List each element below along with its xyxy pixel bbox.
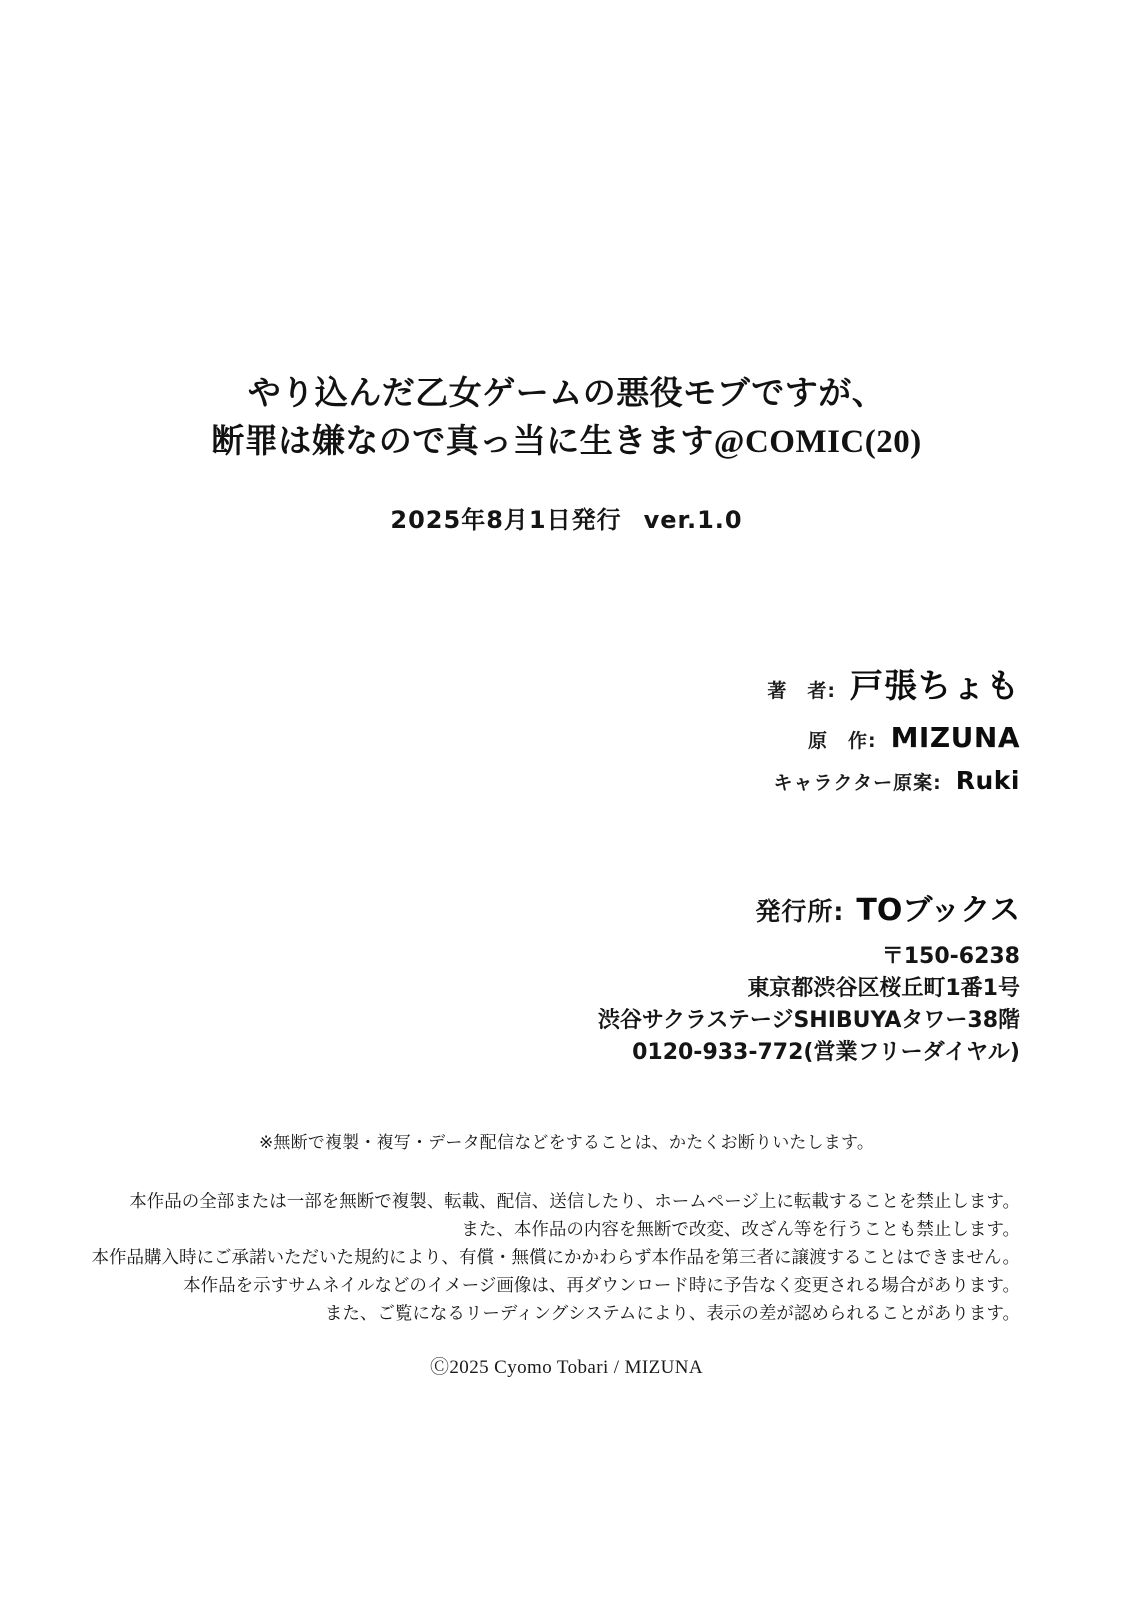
notice-line-1: 本作品の全部または一部を無断で複製、転載、配信、送信したり、ホームページ上に転載することを禁止します。	[129, 1192, 1020, 1212]
publisher-phone: 0120-933-772(営業フリーダイヤル)	[632, 1040, 1020, 1065]
credit-row-author	[0, 660, 1020, 707]
publisher-label: 発行所:	[755, 897, 845, 926]
credit-value-author: 戸張ちょも	[850, 666, 1020, 705]
notice-block	[0, 1188, 1020, 1328]
credit-row-character-design	[0, 766, 1020, 795]
credit-label-author: 著 者:	[767, 680, 836, 702]
publisher-address-line-2: 渋谷サクラステージSHIBUYAタワー38階	[597, 1008, 1020, 1033]
publisher-postal-code: 〒150-6238	[881, 944, 1020, 969]
notice-line-4: 本作品を示すサムネイルなどのイメージ画像は、再ダウンロード時に予告なく変更される場合があります。	[183, 1276, 1020, 1296]
publication-date	[0, 500, 1133, 535]
publication-date-text: 2025年8月1日発行	[390, 506, 622, 534]
version-text: ver.1.0	[643, 506, 743, 534]
credit-value-character-design: Ruki	[955, 766, 1020, 795]
publisher-name: TOブックス	[856, 893, 1020, 928]
title-line-1: やり込んだ乙女ゲームの悪役モブですが、	[247, 376, 886, 412]
credit-label-original: 原 作:	[807, 730, 877, 752]
notice-line-2: また、本作品の内容を無断で改変、改ざん等を行うことも禁止します。	[461, 1220, 1020, 1240]
credit-label-character-design: キャラクター原案:	[773, 772, 942, 794]
credits-block	[0, 660, 1020, 805]
publisher-address-line-1: 東京都渋谷区桜丘町1番1号	[747, 976, 1020, 1001]
publisher-name-row	[0, 885, 1020, 929]
notice-highlight: ※無断で複製・複写・データ配信などをすることは、かたくお断りいたします。	[258, 1133, 875, 1153]
notice-line-3: 本作品購入時にご承諾いただいた規約により、有償・無償にかかわらず本作品を第三者に譲渡することはできません。	[91, 1248, 1020, 1268]
notice-line-5: また、ご覧になるリーディングシステムにより、表示の差が認められることがあります。	[324, 1304, 1020, 1324]
page-title	[0, 372, 1133, 464]
title-line-2: 断罪は嫌なので真っ当に生きます@COMIC(20)	[211, 424, 922, 460]
credit-row-original	[0, 721, 1020, 754]
copyright-notice: Ⓒ2025 Cyomo Tobari / MIZUNA	[430, 1357, 703, 1378]
publisher-block	[0, 885, 1020, 1069]
credit-value-original: MIZUNA	[890, 721, 1020, 754]
